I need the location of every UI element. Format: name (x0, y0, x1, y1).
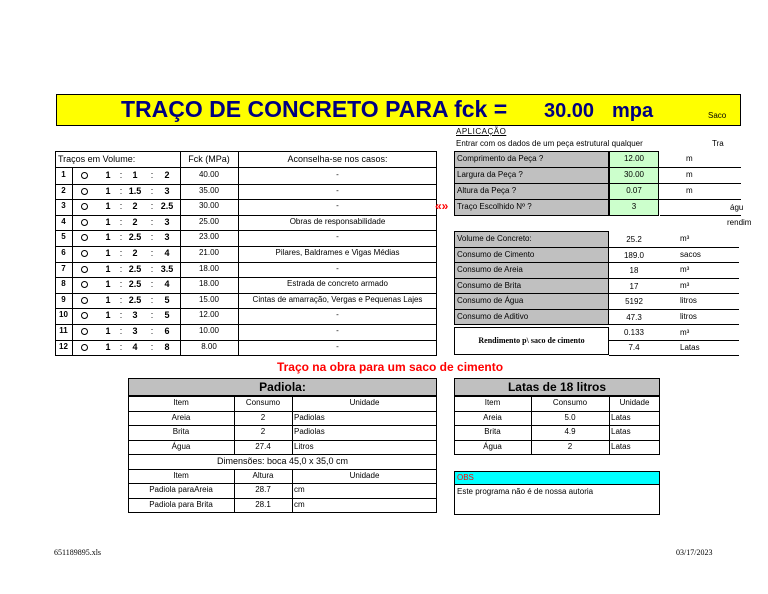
traco-brita: 3 (164, 185, 170, 196)
padiola-dimensoes: Dimensões: boca 45,0 x 35,0 cm (216, 456, 349, 466)
latas-unidade: Latas (611, 412, 631, 422)
traco-cimento: 1 (105, 294, 111, 305)
traco-sep: : (150, 310, 154, 321)
padiola-item: Brita (172, 427, 190, 436)
padiola-title: Padiola: (259, 380, 306, 394)
traco-fck: 40.00 (198, 170, 220, 179)
traco-areia: 2.5 (128, 232, 142, 243)
traco-number: 2 (61, 185, 66, 195)
padiola-unidade: Padiolas (294, 427, 325, 436)
peca-unit: m (686, 170, 693, 179)
latas-item: Brita (484, 427, 501, 436)
title-prefix: TRAÇO DE CONCRETO PARA fck = (121, 96, 508, 122)
padiola-table (128, 378, 437, 514)
traco-number: 6 (61, 248, 66, 257)
tracos-table (55, 151, 437, 356)
traco-caso: - (336, 185, 339, 195)
traco-areia: 2 (132, 201, 138, 212)
traco-sep: : (150, 294, 154, 305)
traco-brita: 3 (164, 232, 170, 243)
traco-sep: : (150, 326, 154, 336)
traco-radio[interactable] (81, 172, 88, 179)
traco-cimento: 1 (105, 248, 111, 258)
traco-fck: 30.00 (198, 201, 220, 211)
traco-sep: : (119, 263, 123, 274)
dim-altura: 28.1 (255, 499, 271, 509)
traco-brita: 5 (164, 310, 170, 321)
rendimento-unit: Latas (680, 343, 700, 352)
consumo-label: Consumo de Cimento (457, 249, 535, 259)
dim-header-item: Item (173, 470, 189, 480)
traco-cimento: 1 (105, 310, 111, 321)
rendimento-value: 0.133 (623, 328, 645, 337)
traco-fck: 21.00 (198, 248, 220, 257)
title-unit: mpa (612, 100, 654, 122)
traco-number: 10 (59, 310, 68, 320)
traco-brita: 5 (164, 294, 170, 305)
consumo-label: Consumo de Aditivo (457, 311, 529, 321)
traco-cimento: 1 (105, 185, 111, 196)
dim-altura: 28.7 (255, 485, 271, 494)
traco-number: 3 (61, 201, 66, 211)
peca-side2: rendim (727, 218, 752, 227)
consumo-unit: sacos (680, 249, 701, 259)
consumo-label: Consumo de Areia (457, 265, 523, 274)
rendimento-label: Rendimento p\ saco de cimento (478, 336, 585, 345)
traco-sep: : (119, 326, 123, 336)
obs-label: OBS (457, 473, 474, 482)
peca-value: 30.00 (623, 170, 645, 179)
traco-caso: - (336, 232, 339, 242)
traco-caso: - (336, 310, 339, 320)
traco-caso: - (336, 170, 339, 179)
traco-number: 5 (61, 232, 66, 242)
consumo-unit: m³ (680, 265, 690, 274)
peca-unit: m (686, 154, 693, 163)
traco-sep: : (150, 248, 154, 258)
consumo-label: Volume de Concreto: (457, 234, 532, 243)
traco-brita: 3.5 (160, 263, 174, 274)
traco-number: 11 (59, 326, 68, 335)
consumo-unit: m³ (680, 234, 690, 243)
traco-arrow-icon: «» (435, 199, 449, 213)
tracos-header-volume: Traços em Volume: (58, 154, 136, 164)
traco-fck: 35.00 (198, 185, 220, 195)
consumo-value: 17 (629, 281, 639, 291)
padiola-header-consumo: Consumo (245, 398, 281, 407)
traco-sep: : (119, 201, 123, 212)
traco-areia: 1.5 (128, 185, 142, 196)
padiola-item: Areia (171, 412, 191, 422)
latas-item: Água (483, 441, 502, 451)
peca-unit: m (686, 186, 693, 195)
traco-areia: 2 (132, 216, 138, 227)
traco-number: 1 (61, 170, 66, 179)
traco-fck: 18.00 (198, 263, 220, 273)
traco-brita: 4 (164, 279, 170, 290)
traco-caso: - (336, 326, 339, 335)
traco-sep: : (119, 170, 123, 180)
traco-caso: Cintas de amarração, Vergas e Pequenas Lajes (252, 294, 423, 304)
consumo-label: Consumo de Brita (457, 280, 522, 290)
traco-sep: : (119, 310, 123, 321)
traco-cimento: 1 (105, 201, 111, 212)
peca-label: Comprimento da Peça ? (457, 154, 544, 163)
peca-value: 12.00 (623, 154, 645, 163)
padiola-item: Água (171, 441, 191, 451)
footer-file: 651189895.xls (54, 548, 102, 557)
traco-brita: 2.5 (160, 201, 174, 212)
traco-sep: : (119, 341, 123, 352)
latas-consumo: 2 (567, 441, 573, 451)
traco-brita: 6 (164, 326, 170, 336)
latas-unidade: Latas (611, 427, 631, 436)
traco-fck: 12.00 (198, 310, 220, 320)
traco-fck: 25.00 (198, 216, 220, 226)
traco-sep: : (119, 248, 123, 258)
consumo-value: 189.0 (623, 250, 645, 260)
traco-sep: : (150, 216, 154, 227)
consumo-table (454, 231, 701, 355)
traco-sep: : (150, 185, 154, 196)
traco-areia: 3 (132, 326, 138, 336)
dim-item: Padiola para Brita (149, 499, 213, 509)
padiola-unidade: Litros (294, 441, 314, 451)
traco-areia: 2 (132, 248, 138, 258)
traco-brita: 8 (164, 341, 170, 352)
footer-date: 03/17/2023 (676, 548, 713, 557)
traco-fck: 15.00 (198, 294, 220, 304)
traco-caso: - (336, 341, 339, 351)
peca-value: 0.07 (626, 186, 642, 195)
traco-sep: : (150, 201, 154, 212)
latas-consumo: 4.9 (564, 427, 576, 436)
peca-value: 3 (631, 202, 637, 211)
traco-brita: 2 (164, 170, 170, 180)
traco-sep: : (119, 294, 123, 305)
dim-unidade: cm (294, 485, 305, 494)
consumo-value: 18 (629, 266, 639, 275)
traco-brita: 3 (164, 216, 170, 227)
aplicacao-text: Entrar com os dados de um peça estrutural qualquer (456, 139, 643, 148)
traco-cimento: 1 (105, 326, 111, 336)
traco-sep: : (119, 232, 123, 243)
traco-sep: : (119, 185, 123, 196)
traco-sep: : (119, 279, 123, 290)
padiola-consumo: 2 (260, 427, 266, 436)
traco-caso: - (336, 201, 339, 211)
obs-text: Este programa não é de nossa autoria (457, 487, 594, 496)
traco-sep: : (150, 170, 154, 180)
title-right-cut: Saco (708, 111, 727, 120)
padiola-header-unidade: Unidade (349, 398, 380, 407)
traco-fck: 23.00 (198, 232, 220, 242)
traco-number: 12 (59, 341, 68, 351)
traco-cimento: 1 (105, 263, 111, 274)
traco-areia: 1 (132, 170, 138, 180)
latas-consumo: 5.0 (564, 412, 576, 422)
consumo-unit: m³ (680, 280, 690, 290)
traco-fck: 18.00 (198, 279, 220, 289)
peca-table (454, 151, 693, 215)
dim-header-unidade: Unidade (349, 470, 380, 480)
traco-fck: 8.00 (201, 341, 217, 351)
traco-caso: Pilares, Baldrames e Vigas Médias (275, 248, 400, 257)
latas-header-unidade: Unidade (619, 398, 650, 407)
padiola-header-item: Item (173, 398, 189, 407)
tracos-header-casos: Aconselha-se nos casos: (287, 154, 388, 164)
padiola-consumo: 27.4 (255, 441, 271, 451)
traco-fck: 10.00 (198, 326, 220, 335)
padiola-consumo: 2 (260, 412, 266, 422)
traco-sep: : (150, 263, 154, 274)
traco-number: 7 (61, 263, 66, 273)
latas-table (454, 378, 660, 456)
tracos-header-fck: Fck (MPa) (188, 154, 230, 164)
traco-radio[interactable] (81, 297, 88, 304)
traco-cimento: 1 (105, 279, 111, 290)
consumo-label: Consumo de Água (457, 296, 524, 305)
consumo-value: 47.3 (626, 312, 642, 322)
peca-label: Altura da Peça ? (457, 186, 517, 195)
traco-number: 8 (61, 279, 66, 289)
peca-label: Traço Escolhido Nº ? (457, 202, 532, 211)
traco-sep: : (150, 232, 154, 243)
padiola-unidade: Padiolas (294, 412, 325, 422)
peca-label: Largura da Peça ? (457, 170, 523, 179)
latas-title: Latas de 18 litros (507, 380, 607, 394)
traco-areia: 2.5 (128, 263, 142, 274)
title-fck-value: 30.00 (544, 100, 595, 122)
latas-header-item: Item (484, 398, 501, 407)
aplicacao-label: APLICAÇÃO (456, 127, 507, 136)
traco-radio[interactable] (81, 188, 88, 195)
traco-radio[interactable] (81, 328, 88, 335)
traco-sep: : (150, 341, 154, 352)
traco-cimento: 1 (105, 341, 111, 352)
traco-areia: 2.5 (128, 279, 142, 290)
peca-side1: águ (730, 203, 744, 212)
traco-areia: 4 (132, 341, 138, 352)
latas-header-consumo: Consumo (552, 398, 588, 407)
aplicacao-right-cut: Tra (712, 139, 724, 148)
traco-radio[interactable] (81, 250, 88, 257)
traco-cimento: 1 (105, 216, 111, 227)
traco-caso: Estrada de concreto armado (287, 279, 388, 289)
obra-title: Traço na obra para um saco de cimento (276, 360, 504, 374)
consumo-value: 5192 (625, 297, 643, 306)
traco-cimento: 1 (105, 170, 111, 180)
consumo-unit: litros (680, 296, 697, 305)
traco-caso: - (336, 263, 339, 273)
traco-radio[interactable] (81, 219, 88, 226)
traco-caso: Obras de responsabilidade (289, 216, 386, 226)
dim-header-altura: Altura (252, 470, 274, 480)
rendimento-value: 7.4 (628, 343, 640, 352)
traco-radio[interactable] (81, 266, 88, 273)
traco-areia: 3 (132, 310, 138, 321)
latas-item: Areia (483, 412, 502, 422)
traco-sep: : (119, 216, 123, 227)
traco-number: 4 (61, 216, 66, 226)
dim-item: Padiola paraAreia (149, 485, 213, 494)
latas-unidade: Latas (611, 441, 631, 451)
traco-sep: : (150, 279, 154, 290)
traco-brita: 4 (164, 248, 170, 258)
dim-unidade: cm (294, 499, 305, 509)
consumo-value: 25.2 (626, 235, 642, 244)
traco-cimento: 1 (105, 232, 111, 243)
traco-number: 9 (61, 294, 66, 304)
consumo-unit: litros (680, 311, 697, 321)
rendimento-unit: m³ (680, 328, 690, 337)
obs-header (454, 471, 660, 485)
traco-areia: 2.5 (128, 294, 142, 305)
traco-radio[interactable] (81, 344, 88, 351)
